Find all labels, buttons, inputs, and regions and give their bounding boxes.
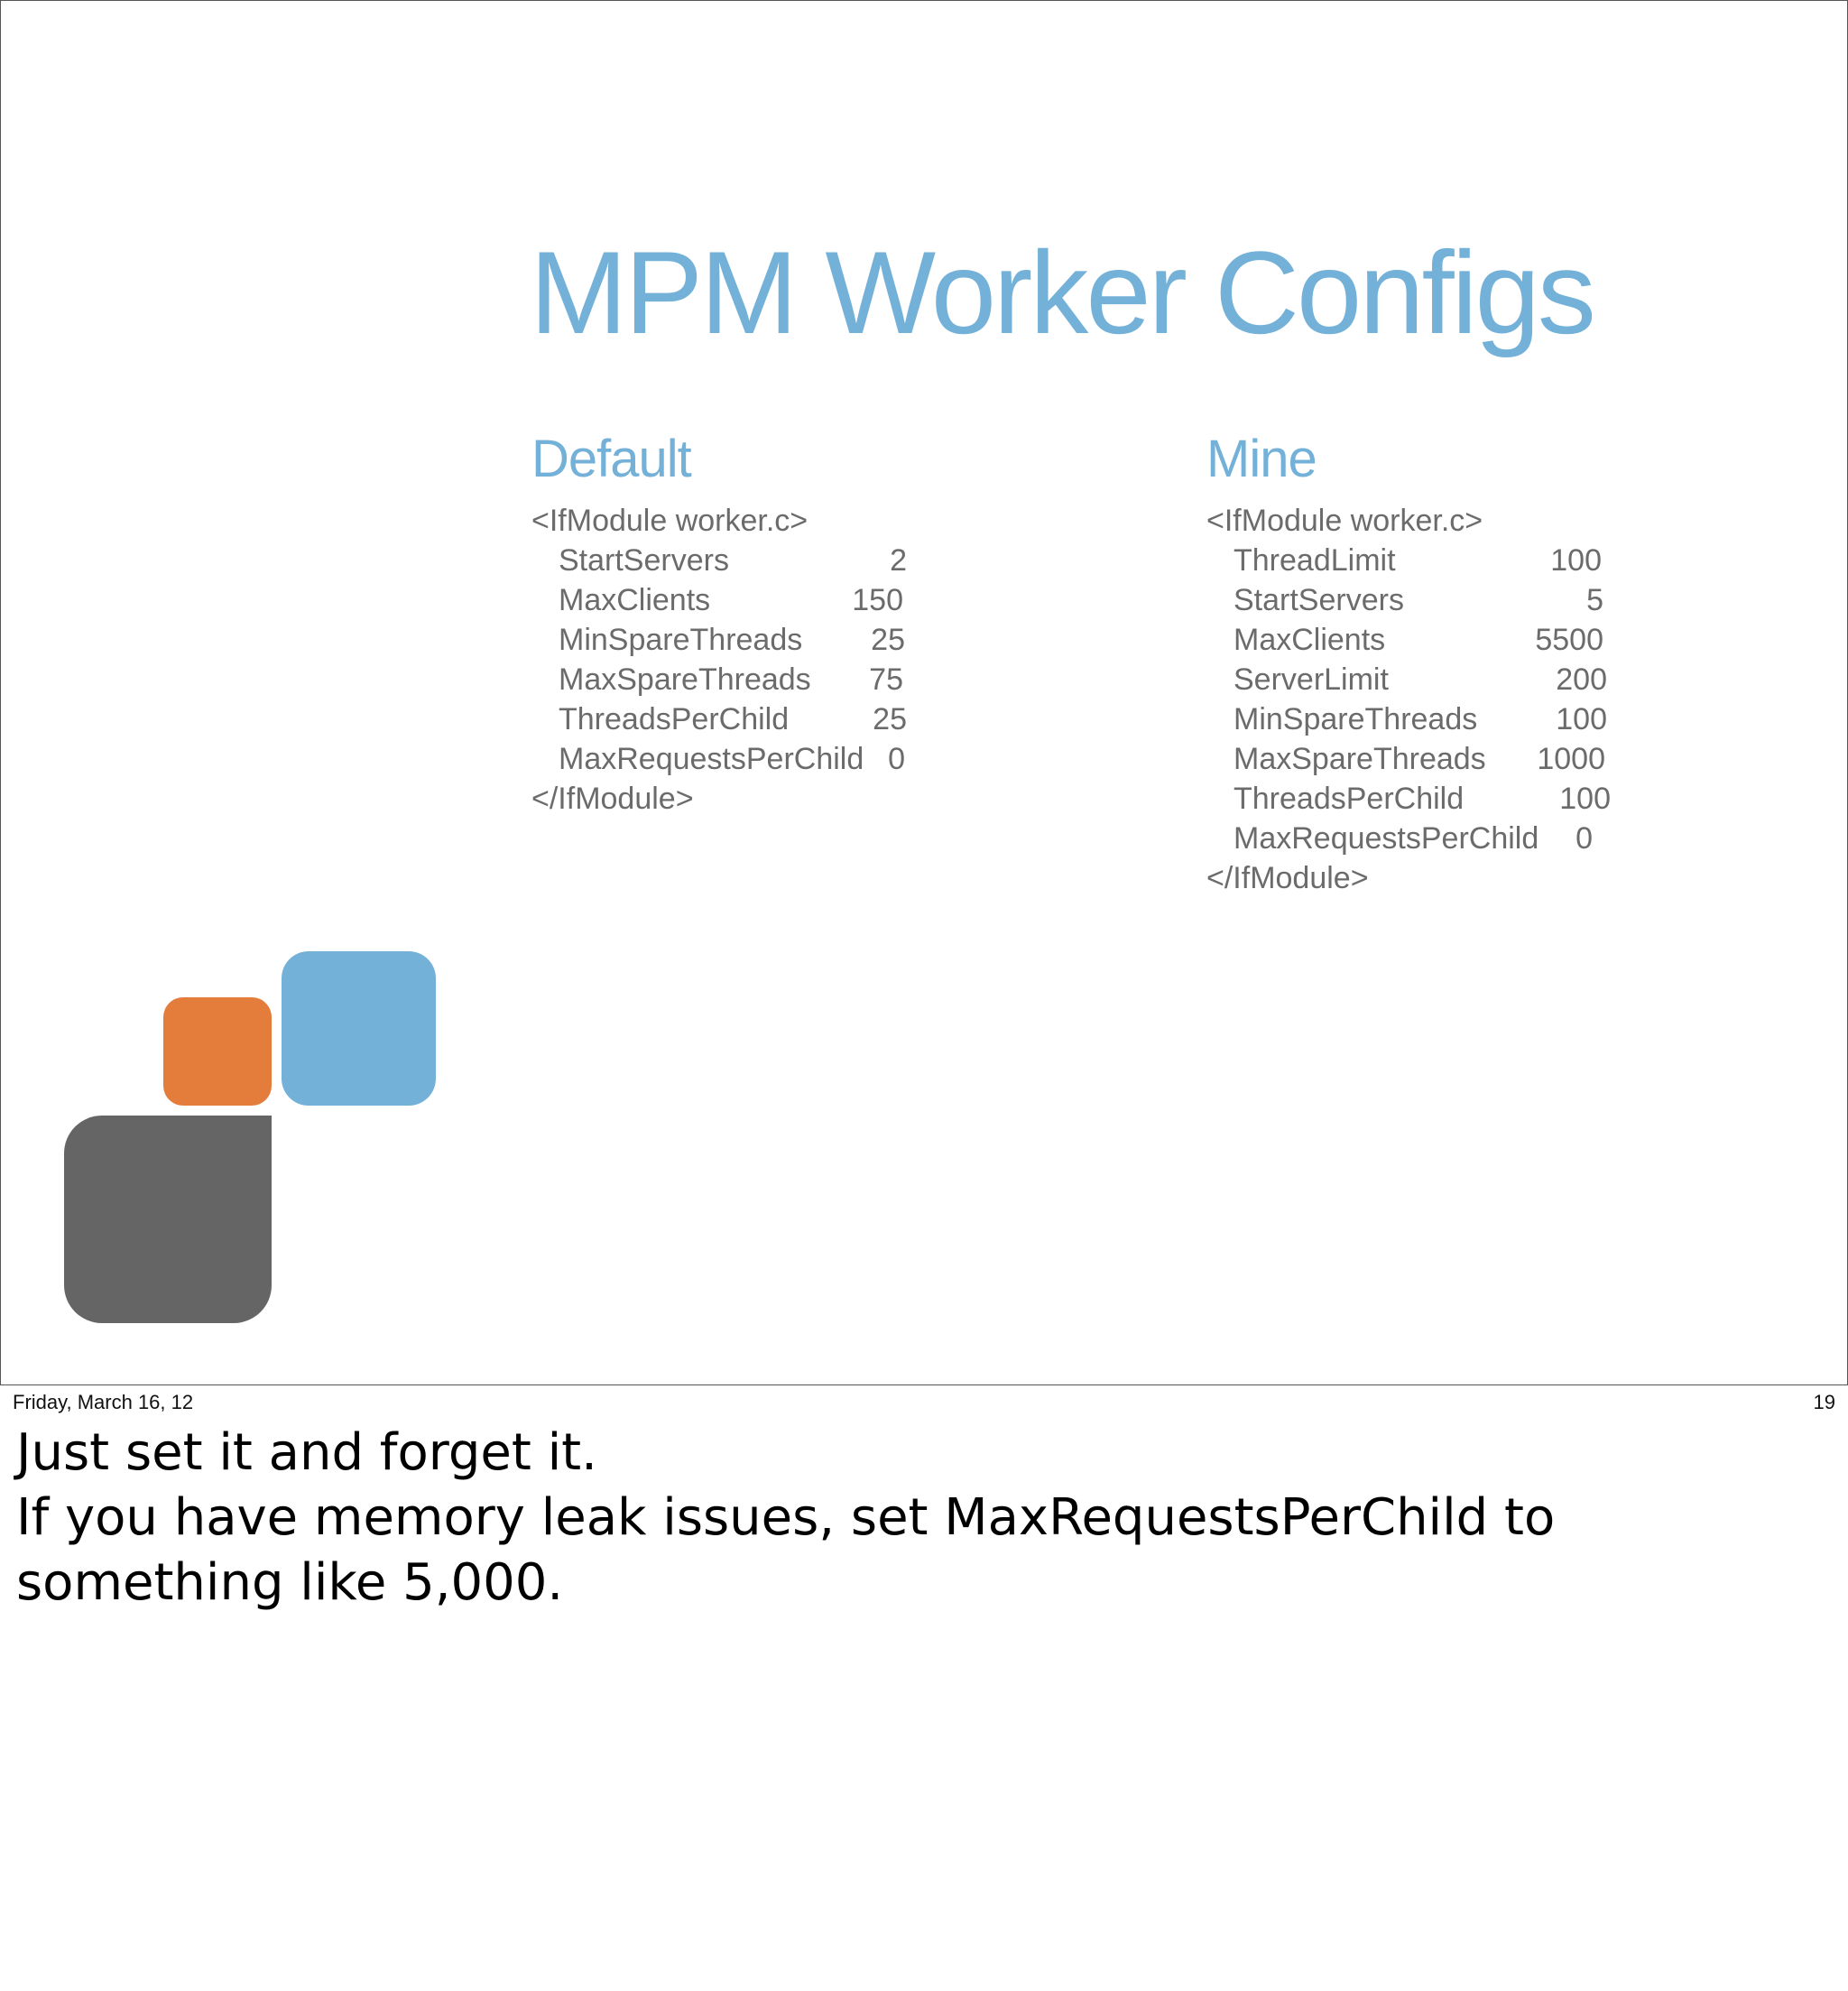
directive-value: 0 — [888, 742, 905, 776]
directive-name: MaxSpareThreads — [559, 662, 811, 697]
directive-value: 1000 — [1537, 742, 1605, 776]
directive-name: MinSpareThreads — [1234, 702, 1478, 736]
directive-value: 0 — [1575, 821, 1593, 856]
default-config-column — [531, 423, 929, 819]
directive-name: MaxClients — [1234, 623, 1386, 657]
directive-value: 2 — [890, 543, 907, 578]
directive-name: StartServers — [1234, 583, 1404, 617]
mine-directive-row — [1206, 660, 1622, 699]
page-number: 19 — [1813, 1391, 1835, 1413]
slide-title: MPM Worker Configs — [530, 227, 1594, 358]
default-directive-row — [531, 699, 929, 739]
directive-value: 5 — [1586, 583, 1603, 617]
footer-date: Friday, March 16, 12 — [13, 1391, 194, 1413]
default-directive-row — [531, 739, 929, 779]
logo-orange-square — [163, 997, 272, 1106]
logo-gray-square — [64, 1116, 272, 1323]
presenter-notes — [16, 1421, 1731, 1616]
note-line: If you have memory leak issues, set MaxRequestsPerChild to — [16, 1488, 1556, 1547]
mine-open-tag: <IfModule worker.c> — [1206, 504, 1483, 538]
directive-value: 25 — [873, 702, 907, 736]
directive-value: 150 — [852, 583, 903, 617]
directive-value: 5500 — [1535, 623, 1603, 657]
directive-name: MaxRequestsPerChild — [559, 742, 864, 776]
default-close-tag: </IfModule> — [531, 782, 694, 816]
directive-value: 200 — [1556, 662, 1607, 697]
directive-name: ThreadsPerChild — [559, 702, 790, 736]
note-line: Just set it and forget it. — [16, 1423, 597, 1482]
default-directive-row — [531, 580, 929, 620]
directive-name: MaxClients — [559, 583, 711, 617]
mine-config-column — [1206, 423, 1622, 898]
mine-directive-row — [1206, 699, 1622, 739]
mine-close-tag: </IfModule> — [1206, 861, 1369, 895]
mine-directive-row — [1206, 620, 1622, 660]
mine-directive-row — [1206, 739, 1622, 779]
logo-blue-square — [282, 951, 436, 1106]
directive-value: 100 — [1550, 543, 1602, 578]
directive-name: ThreadLimit — [1234, 543, 1396, 578]
directive-value: 100 — [1559, 782, 1611, 816]
note-line: something like 5,000. — [16, 1553, 564, 1612]
mine-directive-row — [1206, 541, 1622, 580]
directive-name: ThreadsPerChild — [1234, 782, 1465, 816]
default-open-tag: <IfModule worker.c> — [531, 504, 808, 538]
default-directive-row — [531, 660, 929, 699]
directive-name: ServerLimit — [1234, 662, 1389, 697]
directive-value: 25 — [871, 623, 905, 657]
mine-heading: Mine — [1206, 430, 1317, 488]
directive-name: StartServers — [559, 543, 729, 578]
directive-name: MaxRequestsPerChild — [1234, 821, 1539, 856]
mine-directive-row — [1206, 819, 1622, 858]
mine-directive-row — [1206, 779, 1622, 819]
default-directive-row — [531, 541, 929, 580]
default-heading: Default — [531, 430, 691, 488]
mine-directive-row — [1206, 580, 1622, 620]
directive-name: MaxSpareThreads — [1234, 742, 1486, 776]
directive-value: 75 — [869, 662, 903, 697]
default-directive-row — [531, 620, 929, 660]
directive-value: 100 — [1556, 702, 1607, 736]
directive-name: MinSpareThreads — [559, 623, 803, 657]
